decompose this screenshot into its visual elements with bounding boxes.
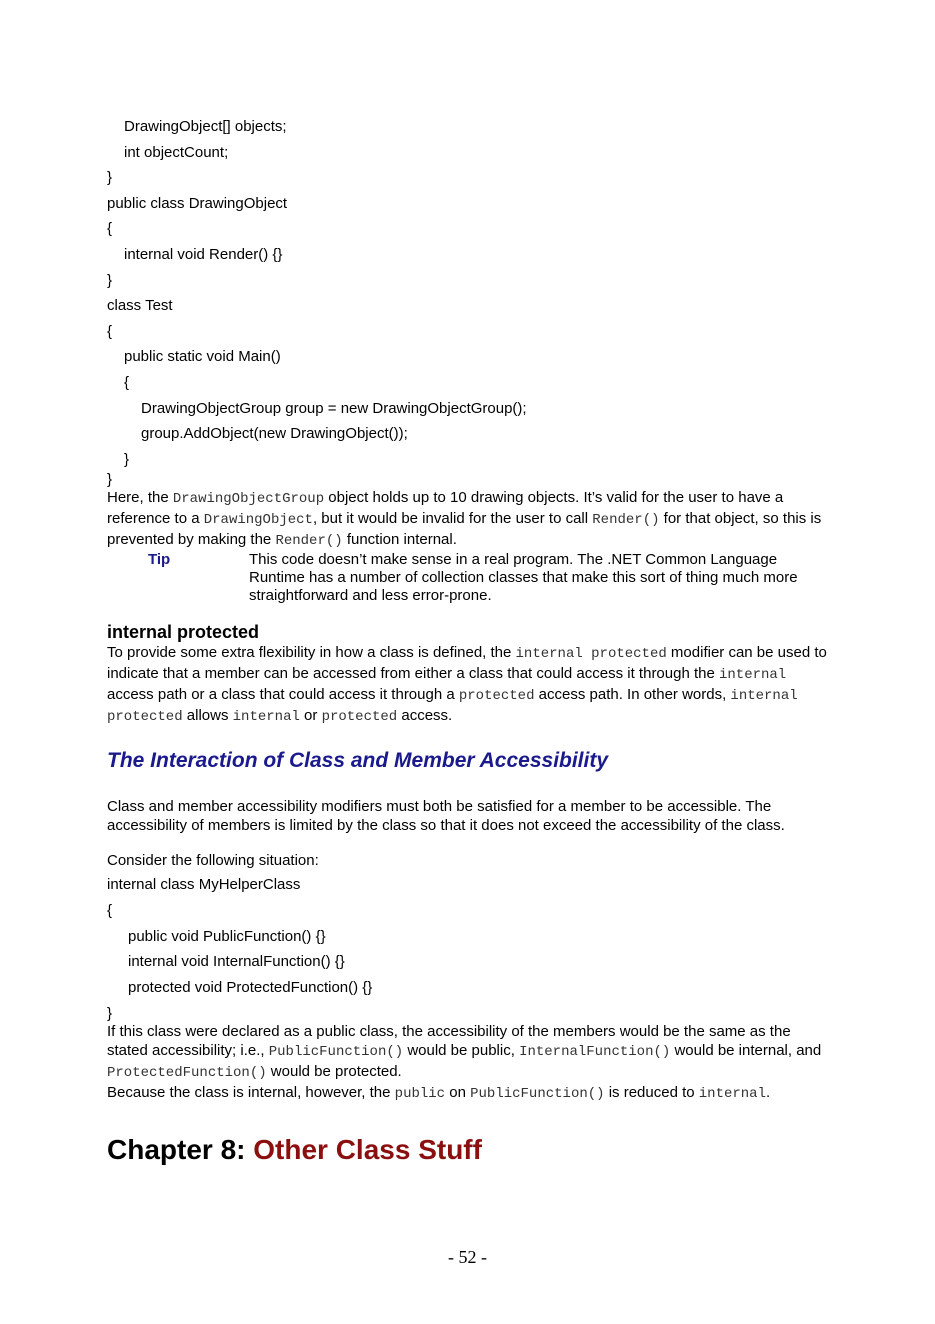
heading-internal-protected: internal protected <box>107 622 260 643</box>
paragraph-render-explanation: Here, the DrawingObjectGroup object holds up to 10 drawing objects. It’s valid for the user to have a reference to a DrawingObject, but it would be invalid for the user to call Render() for that object, so this is prevented by making the Render() function internal. <box>107 489 822 550</box>
code-line: DrawingObjectGroup group = new DrawingObjectGroup(); <box>141 399 527 417</box>
page-content <box>107 114 832 1167</box>
code-line: group.AddObject(new DrawingObject()); <box>141 425 408 443</box>
code-line: { <box>107 901 113 919</box>
code-line: { <box>107 220 113 238</box>
code-block-1 <box>107 114 832 488</box>
paragraph-internal-protected: To provide some extra flexibility in how a class is defined, the internal protected modifier can be used to indicate that a member can be accessed from either a class that could access it through the internal access path or a class that could access it through a protected access path. In other words, internal protected allows internal or protected access. <box>107 644 827 726</box>
code-line: public class DrawingObject <box>107 194 288 212</box>
code-line: } <box>107 471 113 489</box>
code-line: { <box>124 373 130 391</box>
code-line: } <box>107 169 113 187</box>
code-block-2 <box>107 872 832 1022</box>
paragraph-public-class: If this class were declared as a public class, the accessibility of the members would be the same as the stated accessibility; i.e., PublicFunction() would be public, InternalFunction() would be internal, and ProtectedFunction() would be protected. <box>107 1023 822 1082</box>
code-line: internal void Render() {} <box>124 245 283 263</box>
code-line: } <box>107 271 113 289</box>
paragraph-consider: Consider the following situation: <box>107 852 319 870</box>
code-line: DrawingObject[] objects; <box>124 118 287 135</box>
code-line: public void PublicFunction() {} <box>128 927 326 945</box>
code-line: public static void Main() <box>124 348 281 366</box>
code-line: protected void ProtectedFunction() {} <box>128 978 373 996</box>
code-line: internal class MyHelperClass <box>107 876 301 894</box>
tip-label: Tip <box>148 551 171 569</box>
code-line: { <box>107 322 113 340</box>
heading-interaction: The Interaction of Class and Member Accessibility <box>107 749 609 773</box>
code-line: internal void InternalFunction() {} <box>128 953 345 971</box>
tip-note <box>148 551 832 605</box>
chapter-heading: Chapter 8: Other Class Stuff <box>107 1134 482 1166</box>
tip-text: This code doesn’t make sense in a real program. The .NET Common Language Runtime has a number of collection classes that make this sort of thing much more straightforward and less error-prone. <box>249 551 798 605</box>
code-line: } <box>124 450 130 468</box>
paragraph-internal-class: Because the class is internal, however, the public on PublicFunction() is reduced to internal. <box>107 1084 771 1103</box>
chapter-title: Other Class Stuff <box>253 1134 482 1166</box>
page-number: - 52 - <box>448 1247 487 1267</box>
code-line: int objectCount; <box>124 143 229 161</box>
paragraph-interaction: Class and member accessibility modifiers must both be satisfied for a member to be accessible. The accessibility of members is limited by the class so that it does not exceed the accessibility of the class. <box>107 798 785 835</box>
code-line: } <box>107 1005 113 1023</box>
code-line: class Test <box>107 297 173 315</box>
